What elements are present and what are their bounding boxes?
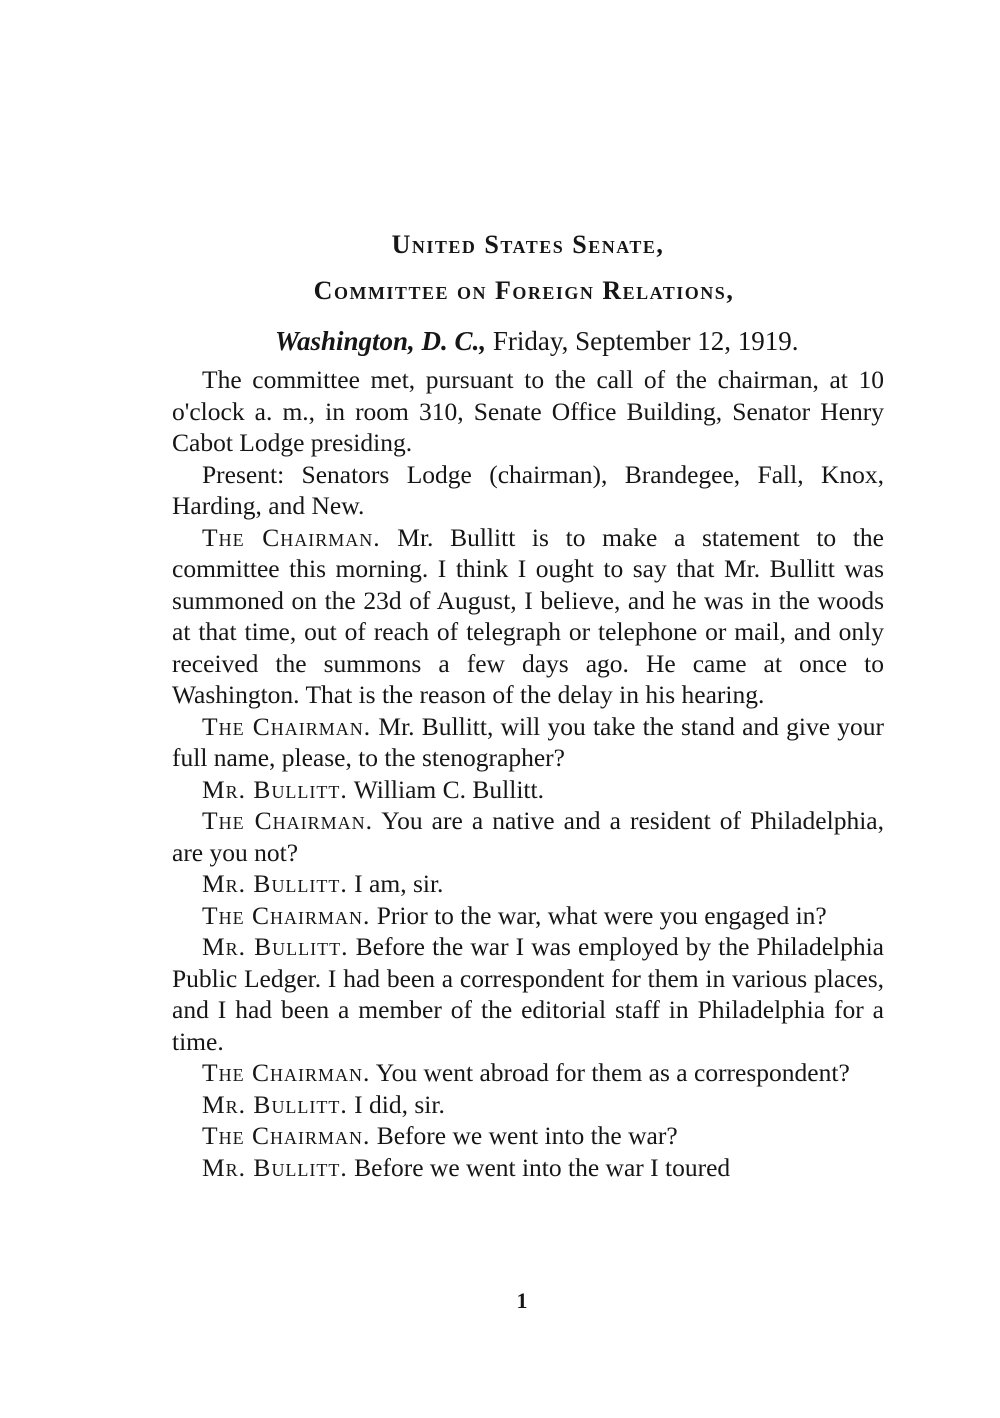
- speaker-label: The Chairman.: [202, 522, 381, 552]
- paragraph: [172, 1057, 884, 1089]
- paragraph: [172, 459, 884, 522]
- speaker-label: The Chairman.: [202, 711, 372, 741]
- transcript-body: [172, 364, 884, 1183]
- speaker-label: Mr. Bullitt.: [202, 1152, 348, 1182]
- paragraph-text: The committee met, pursuant to the call of the chairman, at 10 o'clock a. m., in room 310, Senate Office Building, Senator Henry Cabot Lodge presiding.: [172, 365, 884, 457]
- paragraph-text: You are a native and a resident of Philadelphia, are you not?: [172, 806, 884, 867]
- paragraph-text: I am, sir.: [354, 869, 444, 898]
- paragraph-text: Before we went into the war I toured: [354, 1152, 731, 1182]
- heading-senate: United States Senate,: [391, 230, 665, 259]
- paragraph: [172, 805, 884, 868]
- paragraph-text: You went abroad for them as a correspondent?: [375, 1058, 850, 1087]
- paragraph: [172, 1152, 884, 1184]
- speaker-label: The Chairman.: [202, 1058, 371, 1087]
- dateline: [275, 326, 799, 357]
- speaker-label: The Chairman.: [202, 900, 371, 930]
- dateline-date: Friday, September 12, 1919.: [492, 326, 799, 356]
- paragraph: [172, 364, 884, 459]
- speaker-label: Mr. Bullitt.: [202, 1089, 348, 1119]
- speaker-label: Mr. Bullitt.: [202, 869, 348, 898]
- paragraph: [172, 1120, 884, 1152]
- paragraph: [172, 931, 884, 1057]
- speaker-label: Mr. Bullitt.: [202, 774, 348, 804]
- paragraph-text: William C. Bullitt.: [353, 774, 544, 804]
- paragraph: [172, 774, 884, 806]
- speaker-label: The Chairman.: [202, 1121, 371, 1150]
- paragraph: [172, 900, 884, 932]
- paragraph: [172, 868, 884, 900]
- page-number: 1: [516, 1288, 528, 1313]
- paragraph-text: Mr. Bullitt, will you take the stand and give your full name, please, to the stenographer?: [172, 711, 884, 772]
- paragraph: [172, 711, 884, 774]
- paragraph-text: Prior to the war, what were you engaged in?: [376, 900, 827, 930]
- paragraph-text: Present: Senators Lodge (chairman), Brandegee, Fall, Knox, Harding, and New.: [172, 459, 884, 520]
- paragraph-text: Before we went into the war?: [376, 1121, 678, 1150]
- paragraph-text: Mr. Bullitt is to make a statement to the committee this morning. I think I ought to say that Mr. Bullitt was summoned on the 23d of August, I believe, and he was in the woods at that time, out of reach of telegraph or telephone or mail, and only received the summons a few days ago. He came at once to Washington. That is the reason of the delay in his hearing.: [172, 522, 884, 709]
- paragraph: [172, 522, 884, 711]
- paragraph-text: Before the war I was employed by the Philadelphia Public Ledger. I had been a correspondent for them in various places, and I had been a member of the editorial staff in Philadelphia for a time.: [172, 932, 885, 1056]
- heading-committee: Committee on Foreign Relations,: [313, 276, 735, 305]
- dateline-place: Washington, D. C.,: [275, 326, 487, 356]
- paragraph: [172, 1089, 884, 1121]
- speaker-label: Mr. Bullitt.: [202, 932, 349, 961]
- paragraph-text: I did, sir.: [354, 1089, 445, 1119]
- speaker-label: The Chairman.: [202, 806, 374, 835]
